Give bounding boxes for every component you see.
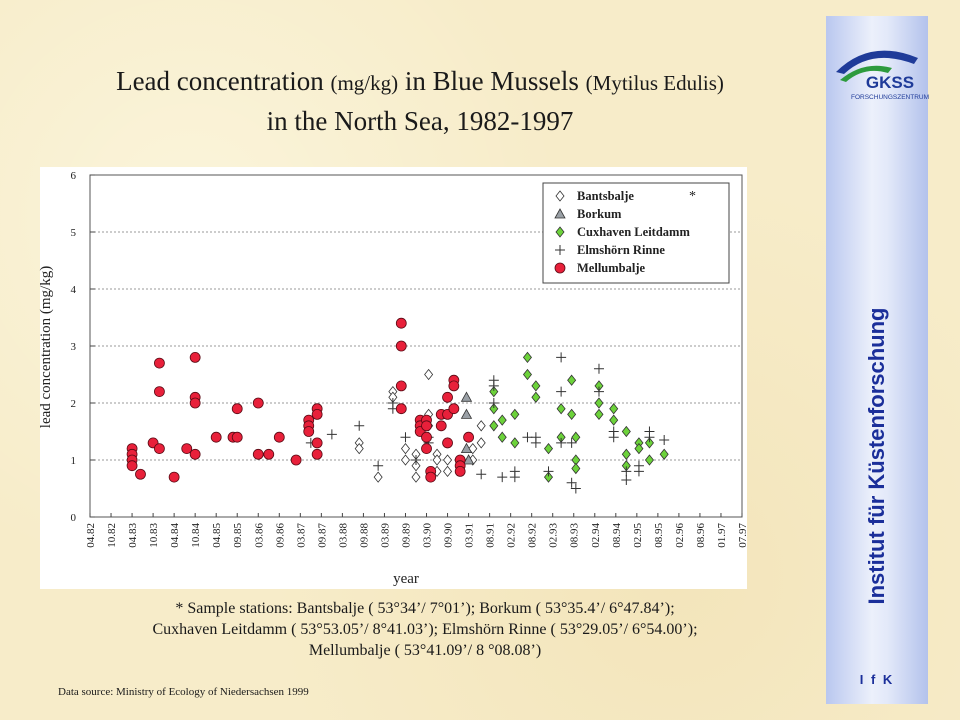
institute-sidebar xyxy=(826,16,928,704)
data-point xyxy=(436,421,446,431)
data-point xyxy=(396,404,406,414)
data-point xyxy=(190,352,200,362)
note-line-1: * Sample stations: Bantsbalje ( 53°34’/ 7°01’); Borkum ( 53°35.4’/ 6°47.84’); xyxy=(175,600,675,617)
x-tick-label: 09.88 xyxy=(358,523,371,548)
data-point xyxy=(355,444,363,454)
x-tick-label: 01.97 xyxy=(715,523,728,548)
data-point xyxy=(291,455,301,465)
logo-subtext: FORSCHUNGSZENTRUM xyxy=(851,94,929,101)
data-point xyxy=(476,469,486,479)
title-line2: in the North Sea, 1982-1997 xyxy=(266,106,574,136)
data-point xyxy=(154,358,164,368)
x-tick-label: 02.95 xyxy=(631,523,644,548)
data-point xyxy=(401,444,409,454)
data-point xyxy=(490,421,498,431)
data-point xyxy=(595,409,603,419)
data-point xyxy=(622,449,630,459)
slide-title xyxy=(30,62,810,140)
data-point xyxy=(644,432,654,442)
chart-legend xyxy=(543,183,729,283)
data-point xyxy=(477,438,485,448)
data-point xyxy=(621,475,631,485)
data-point xyxy=(489,381,499,391)
x-tick-label: 08.92 xyxy=(526,523,539,548)
data-point xyxy=(401,455,409,465)
data-point xyxy=(660,449,668,459)
data-point xyxy=(443,392,453,402)
data-marks xyxy=(127,318,669,493)
data-point xyxy=(154,444,164,454)
data-point xyxy=(264,449,274,459)
title-unit: (mg/kg) xyxy=(330,71,399,95)
lead-scatter-chart xyxy=(40,167,747,589)
data-point xyxy=(544,466,554,476)
data-point xyxy=(634,466,644,476)
legend-marker xyxy=(555,263,565,273)
x-tick-label: 10.83 xyxy=(148,523,161,548)
data-point xyxy=(396,381,406,391)
legend-label: Cuxhaven Leitdamm xyxy=(577,225,690,239)
data-point xyxy=(531,438,541,448)
legend-label: Borkum xyxy=(577,207,622,221)
data-point xyxy=(373,461,383,471)
y-tick-label: 6 xyxy=(70,170,76,182)
title-main2: in Blue Mussels xyxy=(404,66,579,96)
data-point xyxy=(621,466,631,476)
x-tick-label: 08.96 xyxy=(694,523,707,548)
data-point xyxy=(304,427,314,437)
data-point xyxy=(444,455,452,465)
data-point xyxy=(659,435,669,445)
x-tick-label: 08.94 xyxy=(610,523,623,548)
x-tick-label: 10.84 xyxy=(190,523,203,548)
data-point xyxy=(425,370,433,380)
data-point xyxy=(594,387,604,397)
title-species: (Mytilus Edulis) xyxy=(585,71,724,95)
data-point xyxy=(545,444,553,454)
y-tick-label: 0 xyxy=(70,512,76,524)
x-tick-label: 04.84 xyxy=(169,523,182,548)
y-tick-label: 4 xyxy=(70,284,76,296)
x-tick-label: 09.87 xyxy=(316,523,329,548)
data-point xyxy=(422,421,432,431)
series-cuxhaven-leitdamm xyxy=(490,352,668,482)
logo-text: GKSS xyxy=(865,73,915,92)
data-point xyxy=(556,438,566,448)
institute-name: Institut für Küstenforschung xyxy=(864,307,889,605)
data-point xyxy=(594,364,604,374)
data-point xyxy=(433,455,441,465)
data-point xyxy=(498,432,506,442)
data-point xyxy=(595,398,603,408)
y-axis-ticks xyxy=(71,170,96,524)
data-point xyxy=(622,427,630,437)
x-tick-label: 08.91 xyxy=(484,523,497,548)
data-point xyxy=(461,409,471,418)
x-tick-label: 04.82 xyxy=(85,523,97,548)
data-point xyxy=(511,438,519,448)
data-point xyxy=(455,466,465,476)
data-point xyxy=(568,409,576,419)
data-point xyxy=(498,415,506,425)
data-point xyxy=(645,455,653,465)
data-point xyxy=(449,404,459,414)
x-tick-label: 03.89 xyxy=(379,523,392,548)
legend-label: Elmshörn Rinne xyxy=(577,243,665,257)
chart-container xyxy=(40,167,747,589)
x-tick-label: 08.93 xyxy=(568,523,581,548)
data-point xyxy=(426,472,436,482)
data-point xyxy=(327,429,337,439)
x-tick-label: 09.89 xyxy=(400,523,413,548)
data-point xyxy=(411,455,421,465)
title-line1 xyxy=(30,62,810,102)
data-point xyxy=(190,449,200,459)
data-point xyxy=(556,352,566,362)
data-point xyxy=(374,472,382,482)
data-point xyxy=(556,387,566,397)
data-point xyxy=(422,444,432,454)
x-tick-label: 04.85 xyxy=(211,523,224,548)
x-tick-label: 07.97 xyxy=(737,523,749,548)
data-point xyxy=(510,472,520,482)
data-point xyxy=(232,432,242,442)
stations-note xyxy=(30,598,820,661)
data-source: Data source: Ministry of Ecology of Niedersachsen 1999 xyxy=(58,686,309,698)
data-point xyxy=(610,415,618,425)
data-point xyxy=(572,432,580,442)
institute-abbrev: I f K xyxy=(859,672,895,687)
data-point xyxy=(443,438,453,448)
data-point xyxy=(567,478,577,488)
data-point xyxy=(489,398,499,408)
data-point xyxy=(396,318,406,328)
data-point xyxy=(312,449,322,459)
y-axis-label: lead concentration (mg/kg) xyxy=(38,265,54,429)
data-point xyxy=(532,381,540,391)
data-point xyxy=(190,398,200,408)
data-point xyxy=(557,404,565,414)
x-tick-label: 03.91 xyxy=(463,523,476,548)
data-point xyxy=(400,432,410,442)
x-tick-label: 02.96 xyxy=(673,523,686,548)
x-tick-label: 02.93 xyxy=(547,523,560,548)
note-line-2: Cuxhaven Leitdamm ( 53°53.05’/ 8°41.03’); Elmshörn Rinne ( 53°29.05’/ 6°54.00’); xyxy=(152,621,698,638)
x-tick-label: 02.92 xyxy=(505,523,518,548)
y-tick-label: 5 xyxy=(70,227,76,239)
x-tick-label: 04.83 xyxy=(127,523,140,548)
data-point xyxy=(571,484,581,494)
x-tick-label: 03.87 xyxy=(295,523,308,548)
note-line-3: Mellumbalje ( 53°41.09’/ 8 °08.08’) xyxy=(308,642,542,659)
data-point xyxy=(135,469,145,479)
x-tick-label: 03.90 xyxy=(421,523,434,548)
data-point xyxy=(253,398,263,408)
x-axis-ticks xyxy=(85,513,749,548)
data-point xyxy=(568,375,576,385)
data-point xyxy=(312,438,322,448)
y-tick-label: 1 xyxy=(70,455,76,467)
y-tick-label: 2 xyxy=(70,398,76,410)
data-point xyxy=(274,432,284,442)
data-point xyxy=(312,409,322,419)
data-point xyxy=(412,472,420,482)
legend-label: Bantsbalje xyxy=(577,189,634,203)
data-point xyxy=(169,472,179,482)
title-main1: Lead concentration xyxy=(116,66,324,96)
x-tick-label: 03.86 xyxy=(253,523,266,548)
data-point xyxy=(253,449,263,459)
x-tick-label: 02.94 xyxy=(589,523,602,548)
data-point xyxy=(464,432,474,442)
data-point xyxy=(211,432,221,442)
data-point xyxy=(449,381,459,391)
data-point xyxy=(609,432,619,442)
legend-asterisk: * xyxy=(689,189,696,204)
x-tick-label: 09.86 xyxy=(274,523,287,548)
data-point xyxy=(444,466,452,476)
data-point xyxy=(572,464,580,474)
data-point xyxy=(497,472,507,482)
data-point xyxy=(477,421,485,431)
data-point xyxy=(422,432,432,442)
data-point xyxy=(354,421,364,431)
data-point xyxy=(232,404,242,414)
x-tick-label: 09.85 xyxy=(232,523,245,548)
x-tick-label: 08.95 xyxy=(652,523,665,548)
data-point xyxy=(127,461,137,471)
x-tick-label: 03.88 xyxy=(337,523,350,548)
data-point xyxy=(523,370,531,380)
gkss-logo xyxy=(830,42,929,112)
data-point xyxy=(154,387,164,397)
x-axis-label: year xyxy=(393,571,419,587)
x-tick-label: 10.82 xyxy=(106,523,119,548)
data-point xyxy=(511,409,519,419)
data-point xyxy=(635,444,643,454)
data-point xyxy=(523,352,531,362)
series-mellumbalje xyxy=(127,318,474,482)
data-point xyxy=(532,392,540,402)
y-tick-label: 3 xyxy=(70,341,76,353)
data-point xyxy=(610,404,618,414)
data-point xyxy=(461,392,471,401)
legend-label: Mellumbalje xyxy=(577,261,646,275)
data-point xyxy=(396,341,406,351)
x-tick-label: 09.90 xyxy=(442,523,455,548)
